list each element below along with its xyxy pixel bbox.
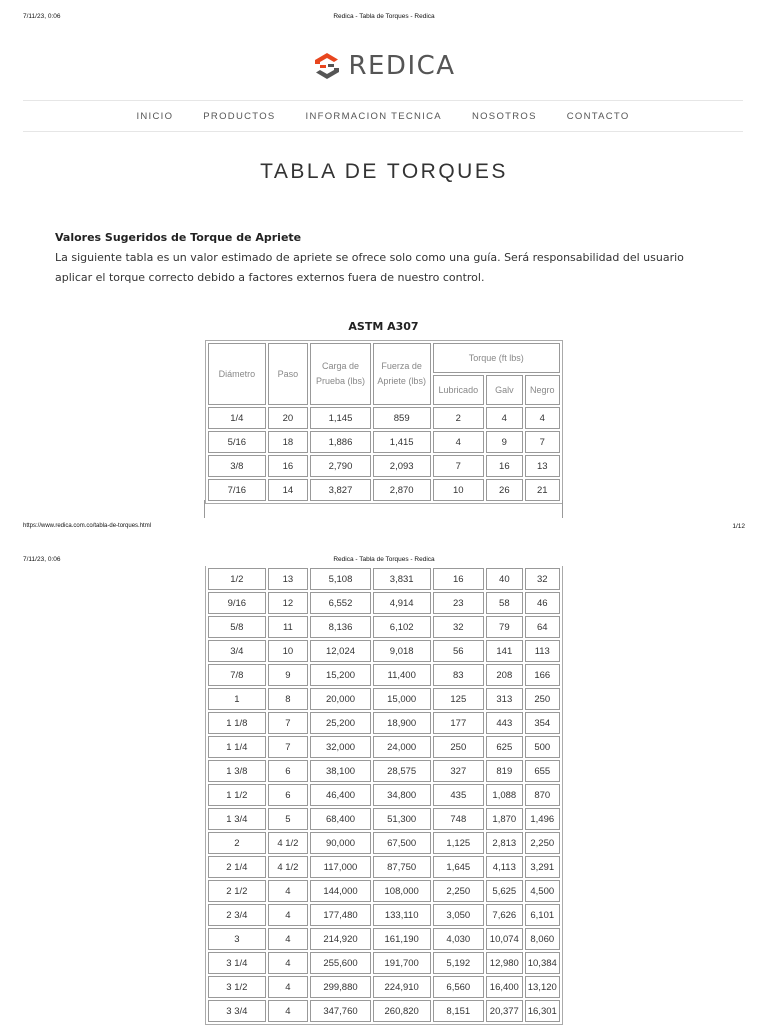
cell-carga: 68,400 [310,808,371,830]
cell-galv: 208 [486,664,522,686]
print-date: 7/11/23, 0:06 [23,13,61,20]
cell-negro: 113 [525,640,560,662]
cell-galv: 26 [486,479,522,501]
cell-paso: 5 [268,808,308,830]
cell-diametro: 2 [208,832,266,854]
cell-negro: 4 [525,407,560,429]
cell-fuerza: 67,500 [373,832,431,854]
cell-diametro: 2 1/2 [208,880,266,902]
cell-paso: 10 [268,640,308,662]
cell-galv: 58 [486,592,522,614]
cell-carga: 1,886 [310,431,371,453]
print-date: 7/11/23, 0:06 [23,556,61,563]
cell-galv: 7,626 [486,904,522,926]
cell-lubricado: 250 [433,736,485,758]
cell-lubricado: 83 [433,664,485,686]
col-header-diametro: Diámetro [208,343,266,405]
cell-paso: 6 [268,760,308,782]
table-row [208,784,560,806]
cell-fuerza: 4,914 [373,592,431,614]
nav-nosotros[interactable]: NOSOTROS [471,110,537,122]
cell-galv: 10,074 [486,928,522,950]
cell-fuerza: 24,000 [373,736,431,758]
table-row [208,568,560,590]
cell-negro: 16,301 [525,1000,560,1022]
cell-galv: 79 [486,616,522,638]
table-row [208,832,560,854]
cell-diametro: 1 3/8 [208,760,266,782]
cell-diametro: 3/8 [208,455,266,477]
col-header-negro: Negro [525,375,560,405]
cell-carga: 32,000 [310,736,371,758]
cell-negro: 3,291 [525,856,560,878]
cell-galv: 1,088 [486,784,522,806]
print-title: Redica - Tabla de Torques - Redica [333,13,435,20]
table-row [208,455,560,477]
cell-lubricado: 4 [433,431,485,453]
cell-negro: 870 [525,784,560,806]
cell-fuerza: 133,110 [373,904,431,926]
cell-carga: 25,200 [310,712,371,734]
cell-negro: 2,250 [525,832,560,854]
cell-galv: 16 [486,455,522,477]
logo-text: REDICA [348,51,456,81]
cell-galv: 313 [486,688,522,710]
print-title: Redica - Tabla de Torques - Redica [333,556,435,563]
cell-diametro: 3 3/4 [208,1000,266,1022]
cell-fuerza: 224,910 [373,976,431,998]
cell-fuerza: 51,300 [373,808,431,830]
table-row [208,856,560,878]
cell-diametro: 3 [208,928,266,950]
cell-diametro: 1 1/8 [208,712,266,734]
cell-paso: 11 [268,616,308,638]
cell-negro: 166 [525,664,560,686]
torque-table [205,340,563,504]
table-row [208,592,560,614]
cell-negro: 655 [525,760,560,782]
cell-galv: 2,813 [486,832,522,854]
cell-negro: 7 [525,431,560,453]
cell-fuerza: 6,102 [373,616,431,638]
cell-lubricado: 3,050 [433,904,485,926]
cell-fuerza: 1,415 [373,431,431,453]
nav-informacion-tecnica[interactable]: INFORMACION TECNICA [305,110,442,122]
cell-lubricado: 16 [433,568,485,590]
print-page-number: 1/12 [732,523,745,530]
cell-carga: 8,136 [310,616,371,638]
cell-galv: 5,625 [486,880,522,902]
table-row [208,808,560,830]
cell-fuerza: 87,750 [373,856,431,878]
cell-fuerza: 15,000 [373,688,431,710]
cell-carga: 299,880 [310,976,371,998]
cell-carga: 2,790 [310,455,371,477]
cell-paso: 16 [268,455,308,477]
cell-diametro: 1 3/4 [208,808,266,830]
cell-diametro: 2 3/4 [208,904,266,926]
table-row [208,616,560,638]
cell-lubricado: 177 [433,712,485,734]
table-row [208,736,560,758]
cell-negro: 6,101 [525,904,560,926]
cell-negro: 32 [525,568,560,590]
cell-lubricado: 7 [433,455,485,477]
cell-lubricado: 8,151 [433,1000,485,1022]
cell-diametro: 2 1/4 [208,856,266,878]
cell-fuerza: 2,870 [373,479,431,501]
cell-negro: 13,120 [525,976,560,998]
cell-lubricado: 1,125 [433,832,485,854]
cell-diametro: 7/8 [208,664,266,686]
cell-negro: 1,496 [525,808,560,830]
intro-section [55,228,715,288]
cell-diametro: 5/16 [208,431,266,453]
table-row [208,880,560,902]
cell-paso: 4 [268,952,308,974]
cell-lubricado: 5,192 [433,952,485,974]
cell-paso: 4 1/2 [268,856,308,878]
cell-lubricado: 327 [433,760,485,782]
cell-paso: 4 [268,976,308,998]
cell-paso: 4 [268,1000,308,1022]
nav-productos[interactable]: PRODUCTOS [203,110,276,122]
cell-fuerza: 34,800 [373,784,431,806]
redica-logo-icon [312,51,342,81]
cell-galv: 443 [486,712,522,734]
cell-fuerza: 11,400 [373,664,431,686]
cell-carga: 38,100 [310,760,371,782]
cell-diametro: 1/2 [208,568,266,590]
cell-fuerza: 3,831 [373,568,431,590]
table-row [208,407,560,429]
cell-galv: 16,400 [486,976,522,998]
cell-negro: 250 [525,688,560,710]
cell-fuerza: 260,820 [373,1000,431,1022]
cell-negro: 21 [525,479,560,501]
cell-carga: 214,920 [310,928,371,950]
cell-negro: 13 [525,455,560,477]
table-row [208,431,560,453]
cell-diametro: 3 1/4 [208,952,266,974]
cell-lubricado: 125 [433,688,485,710]
cell-fuerza: 859 [373,407,431,429]
cell-fuerza: 161,190 [373,928,431,950]
cell-diametro: 7/16 [208,479,266,501]
cell-paso: 14 [268,479,308,501]
cell-galv: 1,870 [486,808,522,830]
col-header-torque: Torque (ft lbs) [433,343,560,373]
col-header-paso: Paso [268,343,308,405]
cell-paso: 4 [268,904,308,926]
table-row [208,928,560,950]
cell-paso: 9 [268,664,308,686]
cell-diametro: 1 1/4 [208,736,266,758]
cell-paso: 4 [268,928,308,950]
table-row [208,640,560,662]
cell-carga: 5,108 [310,568,371,590]
cell-carga: 117,000 [310,856,371,878]
cell-galv: 40 [486,568,522,590]
cell-fuerza: 28,575 [373,760,431,782]
col-header-carga: Carga de Prueba (lbs) [310,343,371,405]
intro-text: La siguiente tabla es un valor estimado de apriete se ofrece solo como una guía. Será responsabilidad del usuario aplicar el torque correcto debido a factores externos fuera de nuestro control. [55,251,684,284]
cell-carga: 15,200 [310,664,371,686]
cell-diametro: 1 1/2 [208,784,266,806]
table-row [208,976,560,998]
cell-lubricado: 56 [433,640,485,662]
table-row [208,688,560,710]
table-continuation-right [562,500,563,518]
cell-negro: 8,060 [525,928,560,950]
table-row [208,1000,560,1022]
cell-galv: 20,377 [486,1000,522,1022]
table-row [208,904,560,926]
table-row [208,952,560,974]
cell-carga: 1,145 [310,407,371,429]
cell-galv: 4 [486,407,522,429]
table-caption: ASTM A307 [348,320,419,333]
col-header-fuerza: Fuerza de Apriete (lbs) [373,343,431,405]
cell-galv: 12,980 [486,952,522,974]
cell-diametro: 1 [208,688,266,710]
cell-negro: 64 [525,616,560,638]
cell-paso: 18 [268,431,308,453]
cell-paso: 12 [268,592,308,614]
nav-inicio[interactable]: INICIO [136,110,174,122]
page-title: TABLA DE TORQUES [260,160,508,183]
cell-fuerza: 9,018 [373,640,431,662]
cell-lubricado: 23 [433,592,485,614]
cell-negro: 10,384 [525,952,560,974]
cell-paso: 6 [268,784,308,806]
cell-negro: 354 [525,712,560,734]
cell-lubricado: 2 [433,407,485,429]
table-row [208,479,560,501]
cell-galv: 9 [486,431,522,453]
table-continuation-left [204,500,205,518]
cell-carga: 177,480 [310,904,371,926]
cell-paso: 7 [268,712,308,734]
nav-contacto[interactable]: CONTACTO [566,110,630,122]
cell-carga: 3,827 [310,479,371,501]
cell-negro: 500 [525,736,560,758]
cell-fuerza: 2,093 [373,455,431,477]
main-nav [23,100,743,132]
cell-galv: 819 [486,760,522,782]
cell-carga: 144,000 [310,880,371,902]
cell-fuerza: 191,700 [373,952,431,974]
print-url: https://www.redica.com.co/tabla-de-torques.html [23,523,152,529]
col-header-galv: Galv [486,375,522,405]
cell-carga: 46,400 [310,784,371,806]
cell-carga: 20,000 [310,688,371,710]
col-header-lubricado: Lubricado [433,375,485,405]
cell-carga: 347,760 [310,1000,371,1022]
cell-diametro: 9/16 [208,592,266,614]
intro-heading: Valores Sugeridos de Torque de Apriete [55,231,302,244]
cell-negro: 46 [525,592,560,614]
cell-negro: 4,500 [525,880,560,902]
cell-lubricado: 4,030 [433,928,485,950]
cell-fuerza: 108,000 [373,880,431,902]
cell-fuerza: 18,900 [373,712,431,734]
cell-diametro: 3/4 [208,640,266,662]
cell-lubricado: 6,560 [433,976,485,998]
cell-galv: 4,113 [486,856,522,878]
table-row [208,664,560,686]
cell-paso: 8 [268,688,308,710]
cell-lubricado: 748 [433,808,485,830]
cell-carga: 12,024 [310,640,371,662]
cell-paso: 4 [268,880,308,902]
cell-carga: 6,552 [310,592,371,614]
cell-diametro: 3 1/2 [208,976,266,998]
cell-paso: 20 [268,407,308,429]
cell-carga: 90,000 [310,832,371,854]
cell-paso: 13 [268,568,308,590]
cell-lubricado: 32 [433,616,485,638]
torque-table-continued [205,566,563,1025]
cell-lubricado: 2,250 [433,880,485,902]
cell-galv: 141 [486,640,522,662]
cell-carga: 255,600 [310,952,371,974]
cell-paso: 4 1/2 [268,832,308,854]
site-logo[interactable] [0,51,768,81]
cell-paso: 7 [268,736,308,758]
cell-lubricado: 10 [433,479,485,501]
cell-galv: 625 [486,736,522,758]
cell-lubricado: 435 [433,784,485,806]
cell-diametro: 5/8 [208,616,266,638]
table-row [208,712,560,734]
table-row [208,760,560,782]
cell-diametro: 1/4 [208,407,266,429]
cell-lubricado: 1,645 [433,856,485,878]
